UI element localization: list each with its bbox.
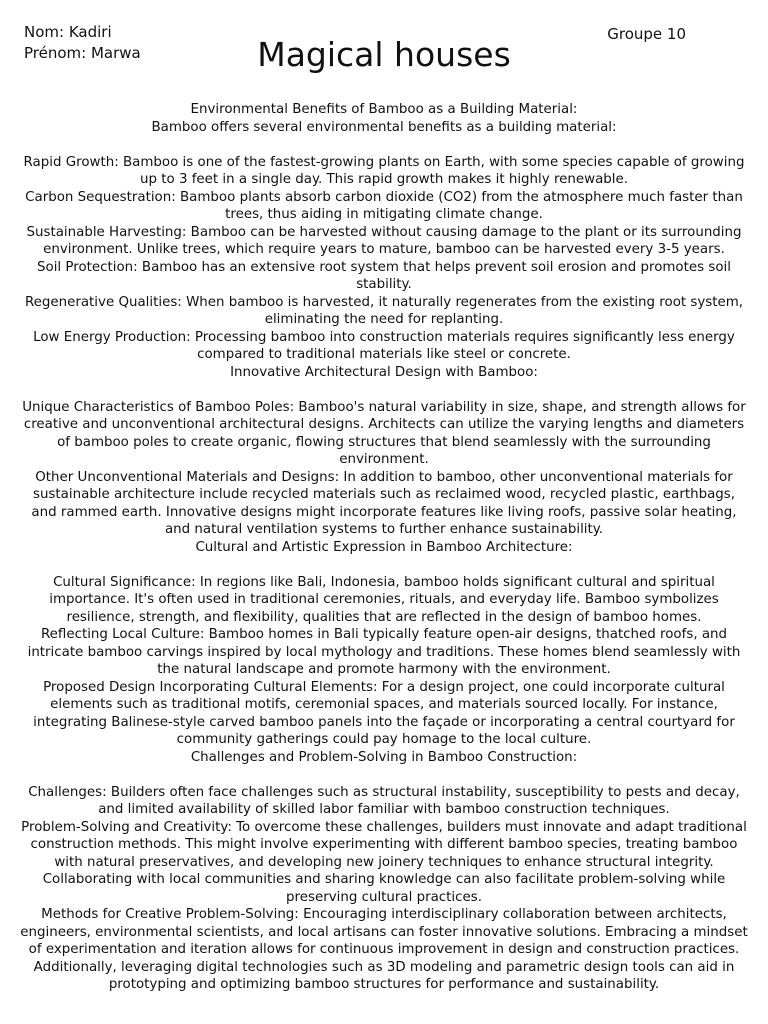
problem-solving-text: Problem-Solving and Creativity: To overcome these challenges, builders must innovate and adapt traditional construction methods. This might involve experimenting with different bamboo species, treating bamboo with natural preservatives, and developing new joinery techniques to enhance structural integrity. Collaborating with local communities and sharing knowledge can also facilitate problem-solving while preserving cultural practices. — [21, 819, 747, 905]
page-title: Magical houses — [257, 35, 511, 74]
document-body — [20, 101, 748, 994]
benefit-low-energy: Low Energy Production: Processing bamboo into construction materials requires significantly less energy compared to traditional materials like steel or concrete. — [33, 329, 735, 362]
paragraph-gap — [20, 136, 748, 154]
section-heading-innovative-design: Innovative Architectural Design with Bamboo: — [230, 364, 538, 380]
cultural-significance: Cultural Significance: In regions like Bali, Indonesia, bamboo holds significant cultural and spiritual importance. It's often used in traditional ceremonies, rituals, and everyday life. Bamboo symbolizes resilience, strength, and flexibility, qualities that are reflected in the design of bamboo homes. — [49, 574, 719, 625]
group-label: Groupe 10 — [607, 25, 686, 43]
benefit-regenerative-qualities: Regenerative Qualities: When bamboo is harvested, it naturally regenerates from the existing root system, eliminating the need for replanting. — [24, 294, 744, 327]
section-heading-cultural: Cultural and Artistic Expression in Bamboo Architecture: — [195, 539, 573, 555]
design-unconventional-materials: Other Unconventional Materials and Designs: In addition to bamboo, other unconventional materials for sustainable architecture include recycled materials such as reclaimed wood, recycled plastic, earthbags, and rammed earth. Innovative designs might incorporate features like living roofs, passive solar heating, and natural ventilation systems to further enhance sustainability. — [31, 469, 737, 537]
design-unique-characteristics: Unique Characteristics of Bamboo Poles: Bamboo's natural variability in size, shape, and strength allows for creative and unconventional architectural designs. Architects can utilize the varying lengths and diameters of bamboo poles to create organic, flowing structures that blend seamlessly with the surrounding environment. — [22, 399, 746, 467]
paragraph-gap — [20, 556, 748, 574]
benefit-rapid-growth: Rapid Growth: Bamboo is one of the fastest-growing plants on Earth, with some species capable of growing up to 3 feet in a single day. This rapid growth makes it highly renewable. — [23, 154, 745, 187]
creative-methods-text: Methods for Creative Problem-Solving: Encouraging interdisciplinary collaboration between architects, engineers, environmental scientists, and local artisans can foster innovative solutions. Embracing a mindset of experimentation and iteration allows for continuous improvement in design and construction practices. Additionally, leveraging digital technologies such as 3D modeling and parametric design tools can aid in prototyping and optimizing bamboo structures for performance and sustainability. — [20, 907, 748, 992]
benefit-sustainable-harvesting: Sustainable Harvesting: Bamboo can be harvested without causing damage to the plant or its surrounding environment. Unlike trees, which require years to mature, bamboo can be harvested every 3-5 years. — [26, 224, 742, 257]
student-first-name: Prénom: Marwa — [24, 44, 141, 62]
benefit-carbon-sequestration: Carbon Sequestration: Bamboo plants absorb carbon dioxide (CO2) from the atmosphere much faster than trees, thus aiding in mitigating climate change. — [25, 189, 743, 222]
section-heading-environmental: Environmental Benefits of Bamboo as a Building Material: — [190, 102, 578, 117]
challenges-text: Challenges: Builders often face challenges such as structural instability, susceptibility to pests and decay, and limited availability of skilled labor familiar with bamboo construction techniques. — [28, 784, 740, 817]
paragraph-gap — [20, 381, 748, 399]
section-intro: Bamboo offers several environmental benefits as a building material: — [151, 119, 617, 135]
benefit-soil-protection: Soil Protection: Bamboo has an extensive root system that helps prevent soil erosion and promotes soil stability. — [37, 259, 731, 292]
cultural-reflecting-local: Reflecting Local Culture: Bamboo homes in Bali typically feature open-air designs, thatched roofs, and intricate bamboo carvings inspired by local mythology and traditions. These homes blend seamlessly with the natural landscape and promote harmony with the environment. — [27, 627, 741, 677]
student-last-name: Nom: Kadiri — [24, 23, 112, 41]
cultural-proposed-design: Proposed Design Incorporating Cultural Elements: For a design project, one could incorporate cultural elements such as traditional motifs, ceremonial spaces, and materials sourced locally. For instance, integrating Balinese-style carved bamboo panels into the façade or incorporating a central courtyard for community gatherings could pay homage to the local culture. — [33, 679, 735, 747]
section-heading-challenges: Challenges and Problem-Solving in Bamboo Construction: — [190, 749, 578, 765]
paragraph-gap — [20, 766, 748, 784]
